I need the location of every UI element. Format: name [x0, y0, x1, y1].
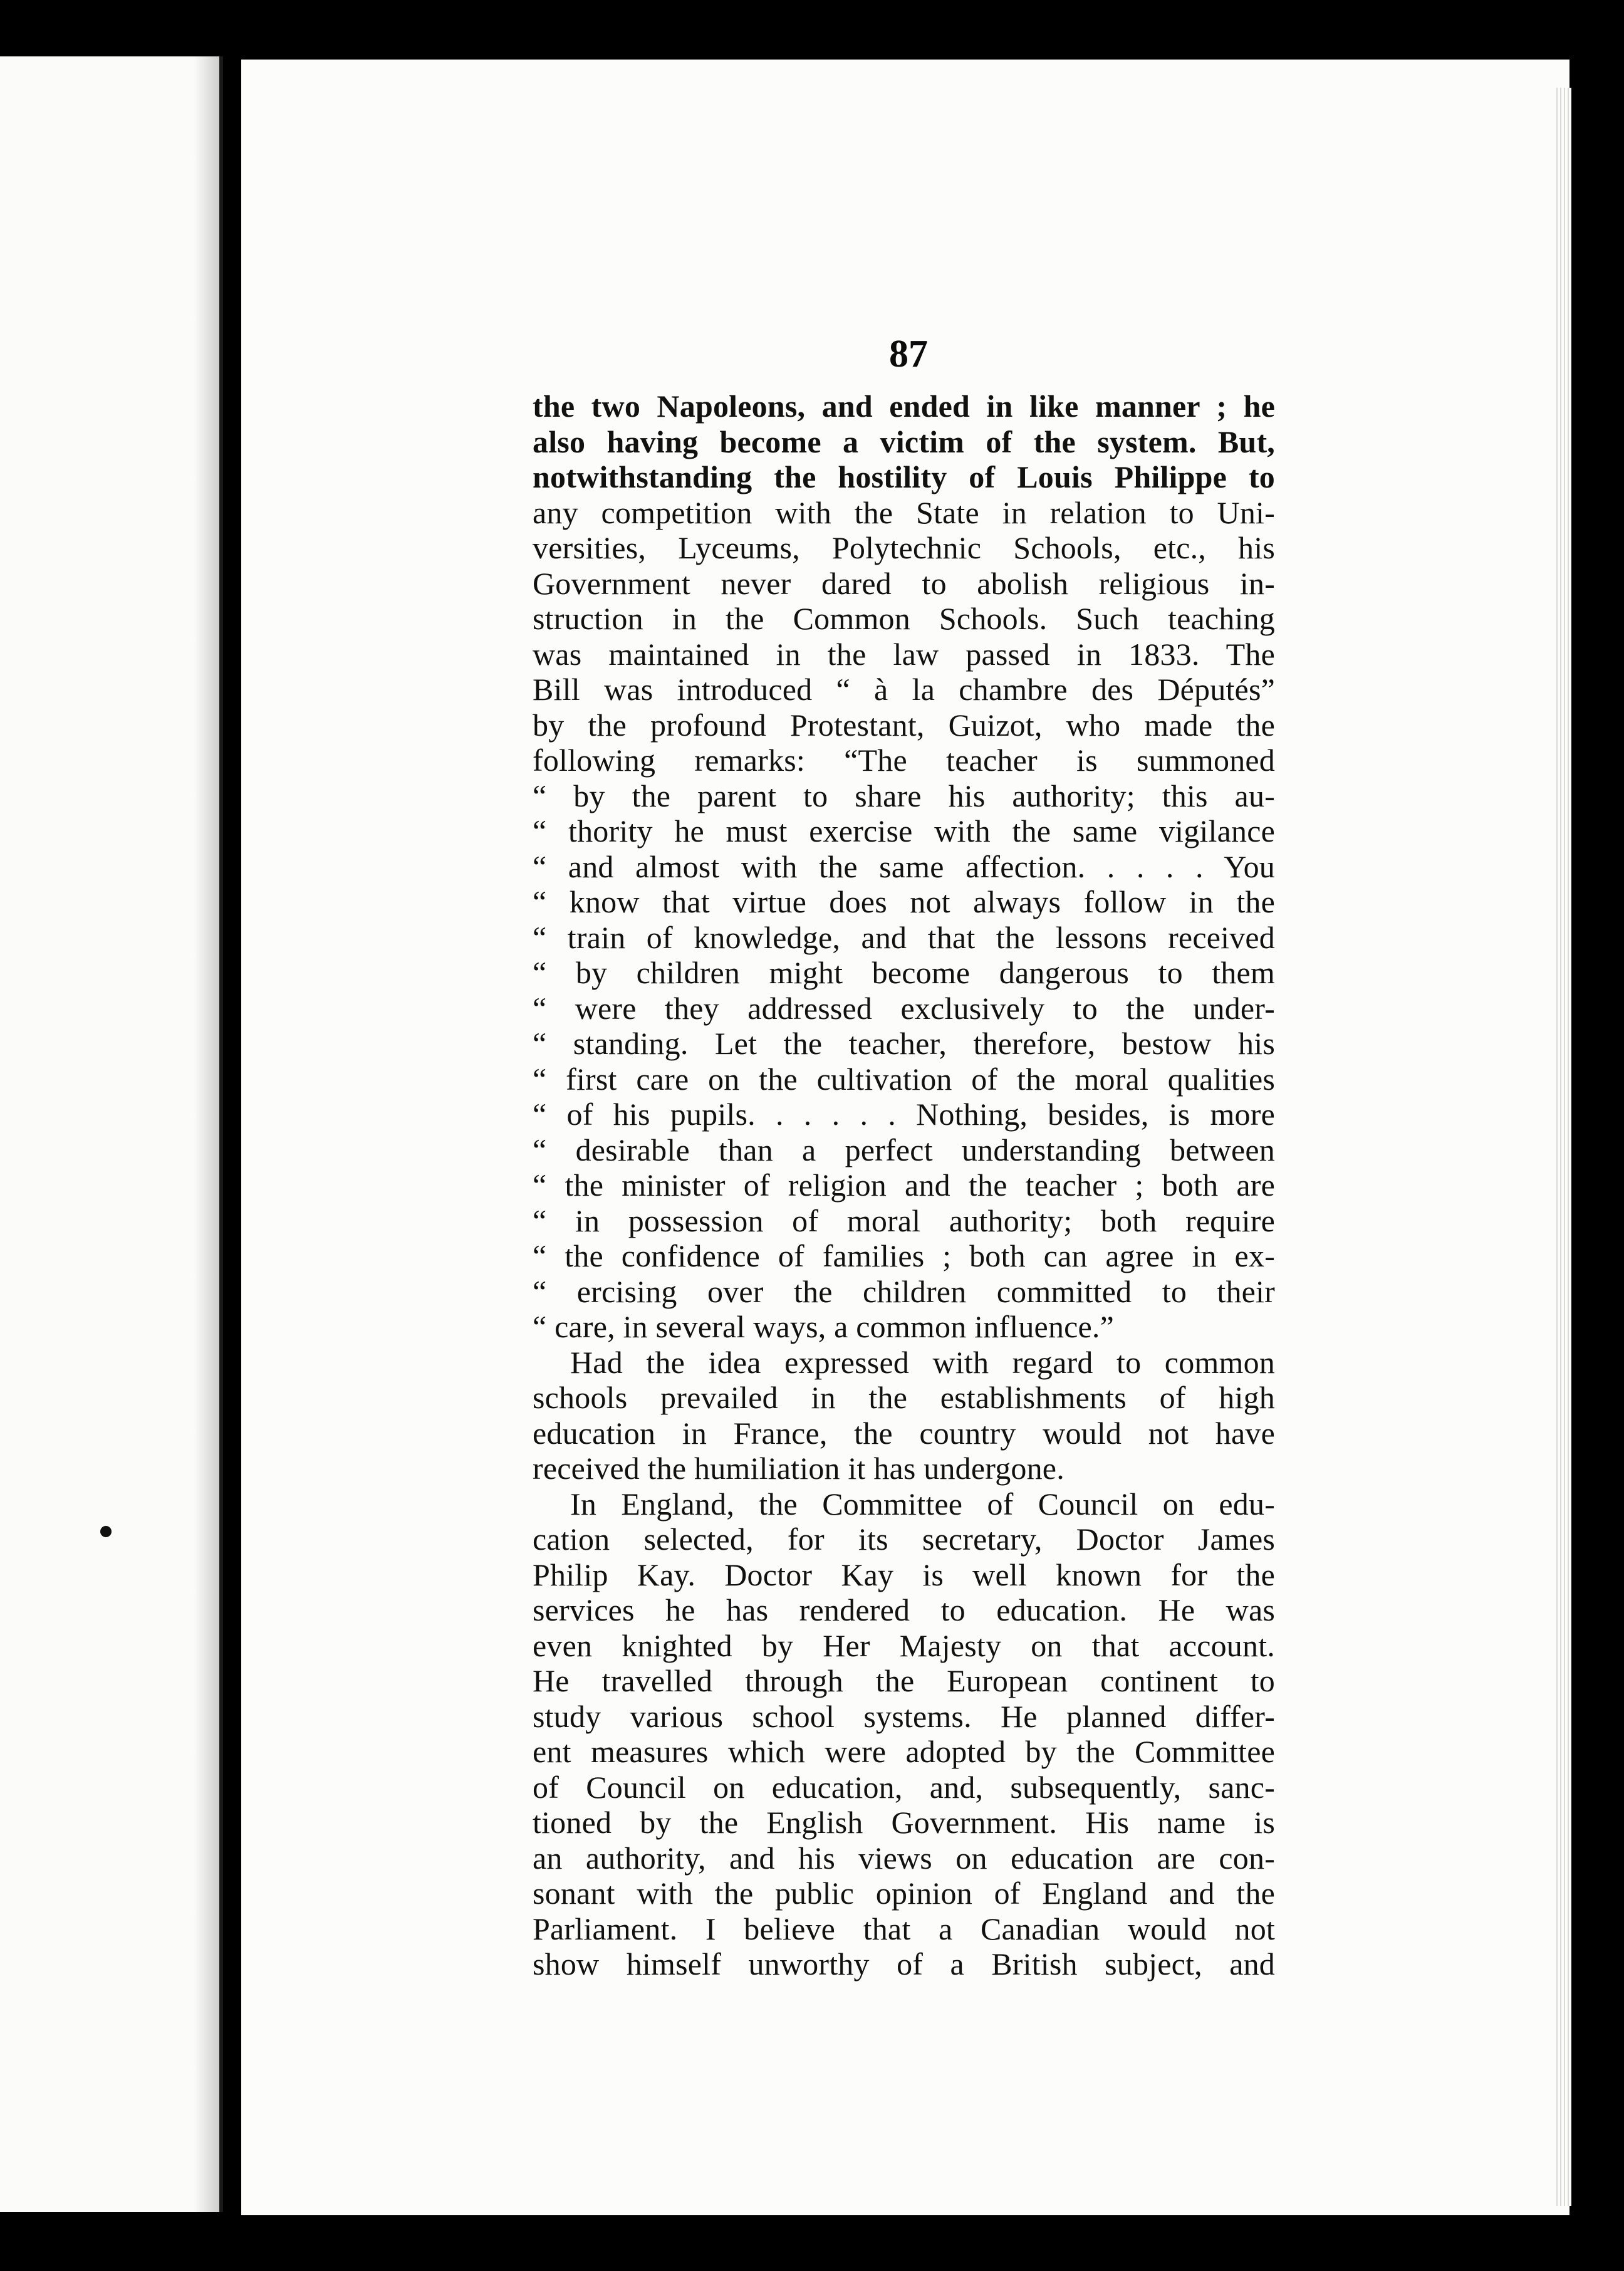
text-line: He travelled through the European continent to: [533, 1663, 1275, 1698]
text-line: struction in the Common Schools. Such teaching: [533, 601, 1275, 636]
text-line: study various school systems. He planned differ-: [533, 1698, 1275, 1734]
text-line: “ know that virtue does not always follow in the: [533, 884, 1275, 919]
text-line: also having become a victim of the system. But,: [533, 424, 1275, 459]
text-line: ent measures which were adopted by the Committee: [533, 1734, 1275, 1769]
text-line: sonant with the public opinion of England and the: [533, 1876, 1275, 1911]
text-line: “ of his pupils. . . . . . Nothing, besides, is more: [533, 1097, 1275, 1132]
text-line: services he has rendered to education. He was: [533, 1592, 1275, 1627]
text-line: Had the idea expressed with regard to common: [570, 1344, 1275, 1380]
text-line: Philip Kay. Doctor Kay is well known for the: [533, 1557, 1275, 1592]
body-text: [533, 389, 1275, 1982]
text-line: “ desirable than a perfect understanding between: [533, 1132, 1275, 1167]
text-line: of Council on education, and, subsequently, sanc-: [533, 1769, 1275, 1805]
text-line: Parliament. I believe that a Canadian would not: [533, 1911, 1275, 1946]
text-line: “ care, in several ways, a common influence.”: [533, 1309, 1115, 1344]
text-line: “ by the parent to share his authority; this au-: [533, 778, 1275, 813]
text-line: cation selected, for its secretary, Doctor James: [533, 1522, 1275, 1557]
text-line: notwithstanding the hostility of Louis Philippe to: [533, 459, 1275, 494]
text-line: versities, Lyceums, Polytechnic Schools, etc., his: [533, 530, 1275, 565]
text-line: “ were they addressed exclusively to the under-: [533, 990, 1275, 1026]
text-line: received the humiliation it has undergone.: [533, 1451, 1064, 1486]
gutter-shadow: [194, 56, 219, 2212]
left-page: [0, 56, 223, 2212]
text-line: tioned by the English Government. His name is: [533, 1805, 1275, 1840]
text-line: the two Napoleons, and ended in like manner ; he: [533, 389, 1275, 424]
page-edge: [1554, 88, 1571, 2206]
text-line: “ first care on the cultivation of the moral qualities: [533, 1061, 1275, 1097]
text-line: by the profound Protestant, Guizot, who made the: [533, 707, 1275, 743]
text-line: “ the minister of religion and the teacher ; both are: [533, 1167, 1275, 1203]
text-line: even knighted by Her Majesty on that account.: [533, 1627, 1275, 1663]
text-line: any competition with the State in relation to Uni-: [533, 494, 1275, 530]
text-line: “ standing. Let the teacher, therefore, bestow his: [533, 1026, 1275, 1061]
ink-spot: [100, 1526, 112, 1537]
text-line: an authority, and his views on education are con-: [533, 1840, 1275, 1876]
text-line: education in France, the country would not have: [533, 1415, 1275, 1451]
text-line: “ by children might become dangerous to them: [533, 955, 1275, 990]
text-line: following remarks: “The teacher is summoned: [533, 743, 1275, 778]
text-line: “ and almost with the same affection. . . . . You: [533, 848, 1275, 884]
text-line: was maintained in the law passed in 1833. The: [533, 636, 1275, 672]
text-line: Bill was introduced “ à la chambre des Députés”: [533, 672, 1275, 707]
page-number: 87: [889, 333, 928, 375]
text-line: “ the confidence of families ; both can agree in ex-: [533, 1238, 1275, 1273]
text-line: “ thority he must exercise with the same vigilance: [533, 813, 1275, 848]
text-line: show himself unworthy of a British subject, and: [533, 1946, 1275, 1981]
text-line: schools prevailed in the establishments of high: [533, 1380, 1275, 1415]
text-line: “ in possession of moral authority; both require: [533, 1203, 1275, 1238]
text-line: “ train of knowledge, and that the lessons received: [533, 919, 1275, 955]
text-line: Government never dared to abolish religious in-: [533, 565, 1275, 601]
text-line: In England, the Committee of Council on edu-: [570, 1486, 1275, 1522]
text-line: “ ercising over the children committed to their: [533, 1273, 1275, 1309]
